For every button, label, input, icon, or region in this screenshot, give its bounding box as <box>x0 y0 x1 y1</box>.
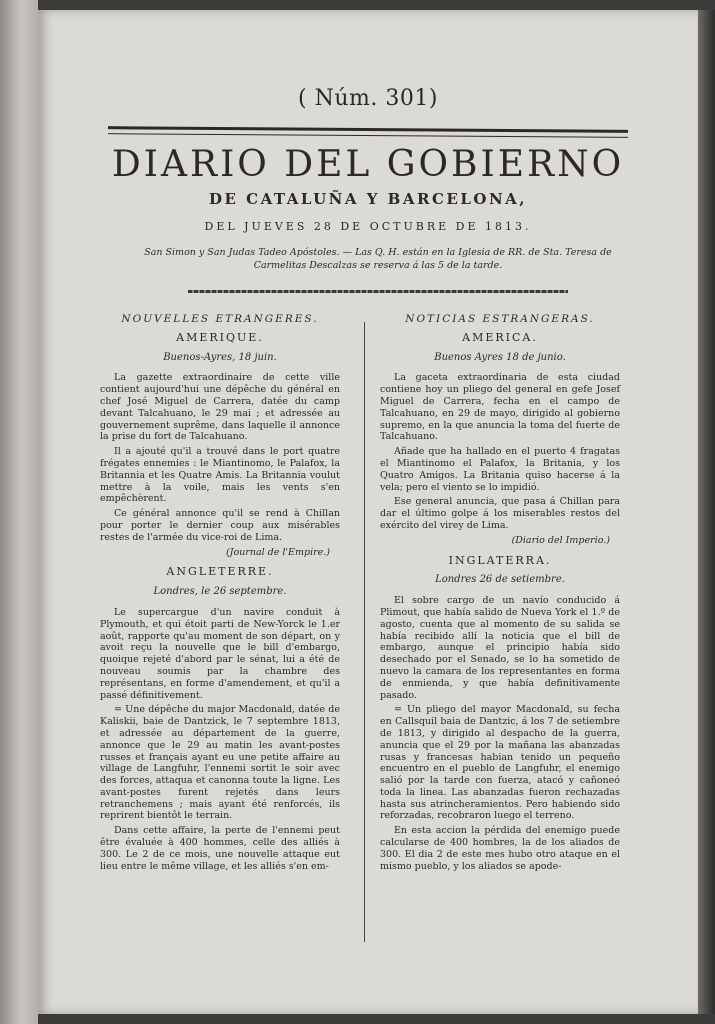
book-edge <box>698 10 715 1014</box>
header-rule-thin <box>108 133 628 138</box>
article-paragraph: = Un pliego del mayor Macdonald, su fecha en Callsquil baia de Dantzic, á los 7 de setiembre de 1813, y dirigido al despacho de la guerra, anuncia que el 29 por la mañana las abanzadas rusas y francesas habian tenido un pequeño encuentro en el pueblo de Langfuhr, el enemigo salió por la tarde con fuerza, atacó y cañoneó toda la linea. Las abanzadas fueron rechazadas hasta sus atrincheramientos. Pero habiendo sido reforzadas, recobraron luego el terreno. <box>380 704 620 822</box>
spanish-column <box>380 314 620 875</box>
section-country: ANGLETERRE. <box>166 565 274 579</box>
article-paragraph: Añade que ha hallado en el puerto 4 fragatas el Miantinomo el Palafox, la Britania, y los Quatro Amigos. La Britania quiso hacerse á la vela; pero el viento se lo impidió. <box>380 446 620 493</box>
dateline-place: Londres, le 26 septembre. <box>153 586 287 598</box>
dateline-place: Londres 26 de setiembre. <box>435 574 565 586</box>
article-paragraph: La gazette extraordinaire de cette ville contient aujourd'hui une dépêche du général en chef José Miguel de Carrera, datée du camp devant Talcahuano, le 29 mai ; et adressée au gouvernement suprême, dans laquelle il annonce la prise du fort de Talcahuano. <box>100 372 340 443</box>
dateline-place: Buenos Ayres 18 de junio. <box>434 351 566 363</box>
french-column <box>100 314 340 875</box>
article-source: (Diario del Imperio.) <box>511 534 610 546</box>
facing-page-edge <box>0 0 38 1024</box>
article-paragraph: Dans cette affaire, la perte de l'ennemi peut être évaluée à 400 hommes, celle des alliés à 300. Le 2 de ce mois, une nouvelle attaque eut lieu entre le même village, et les alliés s'en em- <box>100 825 340 872</box>
article-paragraph: Le supercargue d'un navire conduit à Plymouth, et qui étoit parti de New-Yorck le 1.er août, rapporte qu'au moment de son départ, on y avoit reçu la nouvelle que le bill d'embargo, quoique rejeté d'abord par le sénat, lui a été de nouveau soumis par la chambre des représentans, en forme d'amendement, et qu'il a passé définitivement. <box>100 606 340 701</box>
masthead-subtitle: DE CATALUÑA Y BARCELONA, <box>208 190 528 208</box>
article-paragraph: Ce général annonce qu'il se rend à Chillan pour porter le dernier coup aux misérables restes de l'armée du vice-roi de Lima. <box>100 508 340 543</box>
issue-number: ( Núm. 301) <box>298 86 438 111</box>
article-paragraph: Il a ajouté qu'il a trouvé dans le port quatre frégates ennemies : le Miantinomo, le Palafox, la Britannia et les Quatre Amis. La Britannia voulut mettre à la voile, mais les vents s'en empêchèrent. <box>100 446 340 505</box>
article-paragraph: El sobre cargo de un navío conducido á Plimout, que había salido de Nueva York el 1.º de agosto, cuenta que al momento de su salida se había recibido allí la noticia que el bill de embargo, aunque el principio había sido desechado por el Senado, se lo ha sometido de nuevo la camara de los representantes en forma de enmienda, y que había definitivamente pasado. <box>380 595 620 701</box>
saints-notice: San Simon y San Judas Tadeo Apóstoles. — Las Q. H. están en la Iglesia de RR. de Sta. Teresa de Carmelitas Descalzas se reserva á las 5 de la tarde. <box>144 247 612 271</box>
column-divider <box>364 322 365 942</box>
section-title: NOUVELLES ETRANGERES. <box>121 313 319 325</box>
masthead-title: DIARIO DEL GOBIERNO <box>111 144 625 185</box>
article-paragraph: = Une dépêche du major Macdonald, datée de Kaliskii, baie de Dantzick, le 7 septembre 1813, et adressée au département de la guerre, annonce que le 29 au matin les avant-postes russes et français ayant eu une petite affaire au village de Langfuhr, l'ennemi sortit le soir avec des forces, attaqua et canonna toute la ligne. Les avant-postes furent rejetés dans leurs retranchemens ; mais ayant été renforcés, ils reprirent bientôt le terrain. <box>100 704 340 822</box>
dateline-place: Buenos-Ayres, 18 juin. <box>163 351 277 363</box>
article-paragraph: La gaceta extraordinaria de esta ciudad contiene hoy un pliego del general en gefe Josef Miguel de Carrera, fecha en el campo de Talcahuano, en 29 de mayo, dirigido al gobierno supremo, en la que anuncia la toma del fuerte de Talcahuano. <box>380 372 620 443</box>
ornamental-rule <box>188 290 568 293</box>
article-source: (Journal de l'Empire.) <box>225 546 330 558</box>
section-country: AMERIQUE. <box>176 330 264 344</box>
section-country: AMERICA. <box>462 330 538 344</box>
article-paragraph: En esta accion la pérdida del enemigo puede calcularse de 400 hombres, la de los aliados de 300. El dia 2 de este mes hubo otro ataque en el mismo pueblo, y los aliados se apode- <box>380 825 620 872</box>
section-title: NOTICIAS ESTRANGERAS. <box>405 313 595 325</box>
section-country: INGLATERRA. <box>448 553 552 567</box>
issue-date: DEL JUEVES 28 DE OCTUBRE DE 1813. <box>204 220 532 233</box>
header-rule <box>108 126 628 133</box>
article-paragraph: Ese general anuncia, que pasa á Chillan para dar el último golpe á los miserables restos del exército del virey de Lima. <box>380 496 620 531</box>
newspaper-page <box>38 10 698 1014</box>
